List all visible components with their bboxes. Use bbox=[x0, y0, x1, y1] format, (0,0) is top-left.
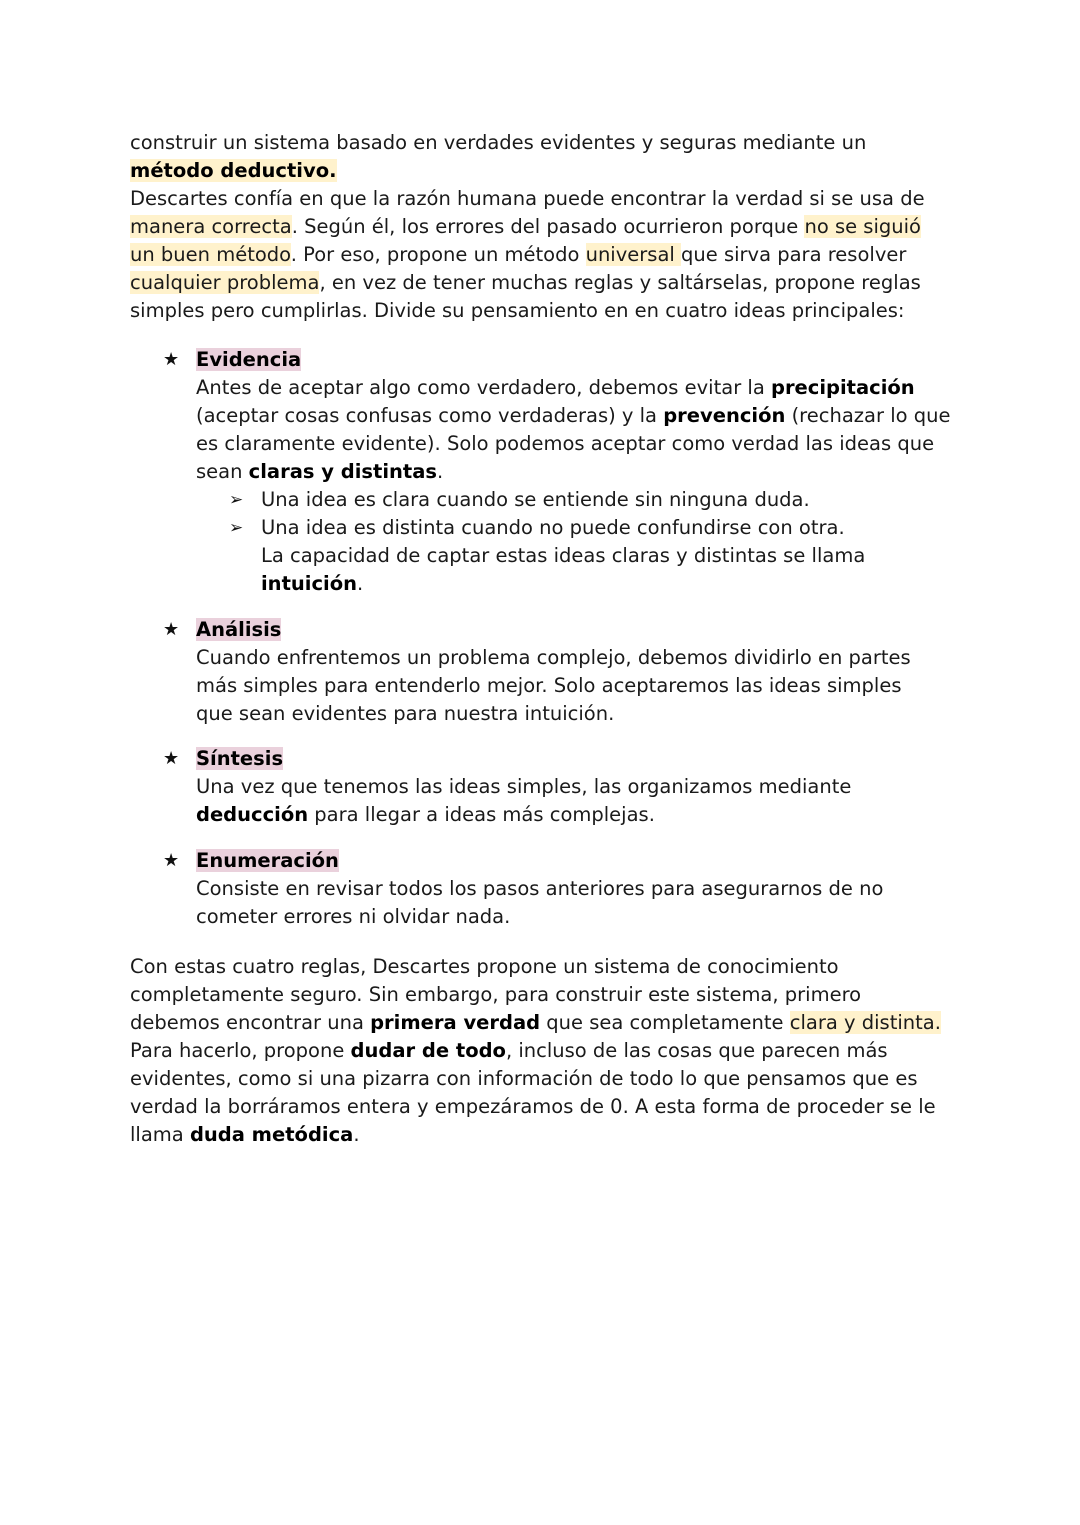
text-run: Antes de aceptar algo como verdadero, debemos evitar la bbox=[196, 376, 771, 399]
highlighted-bold-text: método deductivo. bbox=[130, 159, 337, 182]
text-line bbox=[261, 486, 990, 514]
text-run: , en vez de tener muchas reglas y saltárselas, propone reglas bbox=[319, 271, 921, 294]
rule-item-analisis bbox=[130, 616, 990, 728]
text-run: simples pero cumplirlas. Divide su pensamiento en en cuatro ideas principales: bbox=[130, 299, 905, 322]
sub-list bbox=[196, 486, 990, 598]
text-line bbox=[196, 773, 990, 801]
bold-text: precipitación bbox=[770, 376, 915, 399]
rule-title-sintesis: Síntesis bbox=[196, 747, 284, 770]
text-run: . bbox=[353, 1122, 360, 1146]
text-run: completamente seguro. Sin embargo, para construir este sistema, primero bbox=[130, 982, 862, 1006]
text-line bbox=[196, 745, 990, 773]
bold-text: deducción bbox=[196, 803, 309, 826]
bold-text: prevención bbox=[663, 404, 786, 427]
highlighted-text: no se siguió bbox=[804, 215, 921, 238]
text-line bbox=[130, 241, 990, 269]
text-run: . bbox=[356, 572, 364, 595]
star-bullet-icon: ★ bbox=[163, 618, 180, 640]
text-run: , incluso de las cosas que parecen más bbox=[505, 1038, 888, 1062]
star-bullet-icon: ★ bbox=[163, 849, 180, 871]
text-run: verdad la borráramos entera y empezáramos de 0. A esta forma de proceder se le bbox=[130, 1094, 936, 1118]
rules-list bbox=[130, 346, 990, 931]
text-line bbox=[261, 514, 990, 542]
text-run: construir un sistema basado en verdades evidentes y seguras mediante un bbox=[130, 131, 867, 154]
rule-title-analisis: Análisis bbox=[196, 617, 282, 641]
text-line bbox=[196, 903, 990, 931]
highlighted-text: universal bbox=[585, 243, 682, 266]
bold-text: intuición bbox=[261, 572, 357, 595]
star-bullet-icon: ★ bbox=[163, 349, 180, 370]
intro-paragraph bbox=[130, 129, 990, 325]
text-line bbox=[130, 953, 990, 981]
text-run: que sirva para resolver bbox=[681, 243, 907, 266]
text-run: es claramente evidente). Solo podemos aceptar como verdad las ideas que bbox=[196, 432, 935, 455]
text-run: Una vez que tenemos las ideas simples, las organizamos mediante bbox=[196, 775, 852, 798]
text-run: . Según él, los errores del pasado ocurrieron porque bbox=[291, 215, 805, 238]
text-line bbox=[130, 129, 990, 157]
text-line bbox=[261, 542, 990, 570]
text-line bbox=[196, 644, 990, 672]
text-run: Consiste en revisar todos los pasos anteriores para asegurarnos de no bbox=[196, 876, 884, 900]
text-run: debemos encontrar una bbox=[130, 1010, 371, 1034]
text-line bbox=[130, 185, 990, 213]
sub-list-item bbox=[196, 514, 990, 598]
text-run: . Por eso, propone un método bbox=[290, 243, 586, 266]
rule-title-evidencia: Evidencia bbox=[196, 348, 302, 371]
text-run: evidentes, como si una pizarra con información de todo lo que pensamos que es bbox=[130, 1066, 918, 1090]
text-line bbox=[196, 430, 990, 458]
text-run: (aceptar cosas confusas como verdaderas) y la bbox=[196, 404, 664, 427]
highlighted-text: manera correcta bbox=[130, 215, 292, 238]
text-run: cometer errores ni olvidar nada. bbox=[196, 904, 511, 928]
highlighted-text: clara y distinta. bbox=[789, 1010, 941, 1034]
document-body bbox=[130, 129, 990, 1149]
text-run: Una idea es distinta cuando no puede confundirse con otra. bbox=[261, 516, 845, 539]
text-line bbox=[130, 1121, 990, 1149]
text-line bbox=[196, 374, 990, 402]
text-line bbox=[196, 458, 990, 486]
text-line bbox=[196, 672, 990, 700]
text-line bbox=[130, 269, 990, 297]
text-run: Cuando enfrentemos un problema complejo, debemos dividirlo en partes bbox=[196, 645, 911, 669]
star-bullet-icon: ★ bbox=[163, 748, 180, 769]
text-line bbox=[130, 981, 990, 1009]
text-run: más simples para entenderlo mejor. Solo aceptaremos las ideas simples bbox=[196, 673, 902, 697]
text-line bbox=[196, 875, 990, 903]
highlighted-text: un buen método bbox=[130, 243, 291, 266]
text-line bbox=[130, 1009, 990, 1037]
bold-text: primera verdad bbox=[370, 1010, 541, 1034]
bold-text: claras y distintas bbox=[248, 460, 437, 483]
text-run: La capacidad de captar estas ideas claras y distintas se llama bbox=[261, 544, 866, 567]
text-run: Una idea es clara cuando se entiende sin ninguna duda. bbox=[261, 488, 810, 511]
text-run: Con estas cuatro reglas, Descartes propone un sistema de conocimiento bbox=[130, 954, 839, 978]
text-run: para llegar a ideas más complejas. bbox=[308, 803, 655, 826]
bold-text: duda metódica bbox=[189, 1122, 354, 1146]
text-run: sean bbox=[196, 460, 249, 483]
text-line bbox=[130, 1093, 990, 1121]
text-line bbox=[196, 402, 990, 430]
text-line bbox=[196, 616, 990, 644]
highlighted-text: cualquier problema bbox=[130, 271, 320, 294]
text-line bbox=[261, 570, 990, 598]
conclusion-paragraph bbox=[130, 953, 990, 1149]
text-run: llama bbox=[130, 1122, 190, 1146]
text-run: Descartes confía en que la razón humana puede encontrar la verdad si se usa de bbox=[130, 187, 925, 210]
rule-title-enumeracion: Enumeración bbox=[196, 848, 339, 872]
arrow-bullet-icon: ➢ bbox=[229, 518, 244, 538]
text-run: Para hacerlo, propone bbox=[130, 1038, 351, 1062]
text-line bbox=[196, 700, 990, 728]
text-run: que sea completamente bbox=[540, 1010, 790, 1034]
text-line bbox=[130, 1065, 990, 1093]
rule-item-enumeracion bbox=[130, 847, 990, 931]
rule-item-evidencia bbox=[130, 346, 990, 598]
text-run: (rechazar lo que bbox=[785, 404, 951, 427]
arrow-bullet-icon: ➢ bbox=[229, 490, 244, 510]
text-line bbox=[196, 801, 990, 829]
text-line bbox=[196, 346, 990, 374]
rule-item-sintesis bbox=[130, 745, 990, 829]
text-line bbox=[130, 1037, 990, 1065]
text-line bbox=[196, 847, 990, 875]
text-line bbox=[130, 213, 990, 241]
text-run: que sean evidentes para nuestra intuición. bbox=[196, 701, 615, 725]
sub-list-item bbox=[196, 486, 990, 514]
text-line bbox=[130, 157, 990, 185]
text-run: . bbox=[436, 460, 444, 483]
text-line bbox=[130, 297, 990, 325]
bold-text: dudar de todo bbox=[350, 1038, 506, 1062]
